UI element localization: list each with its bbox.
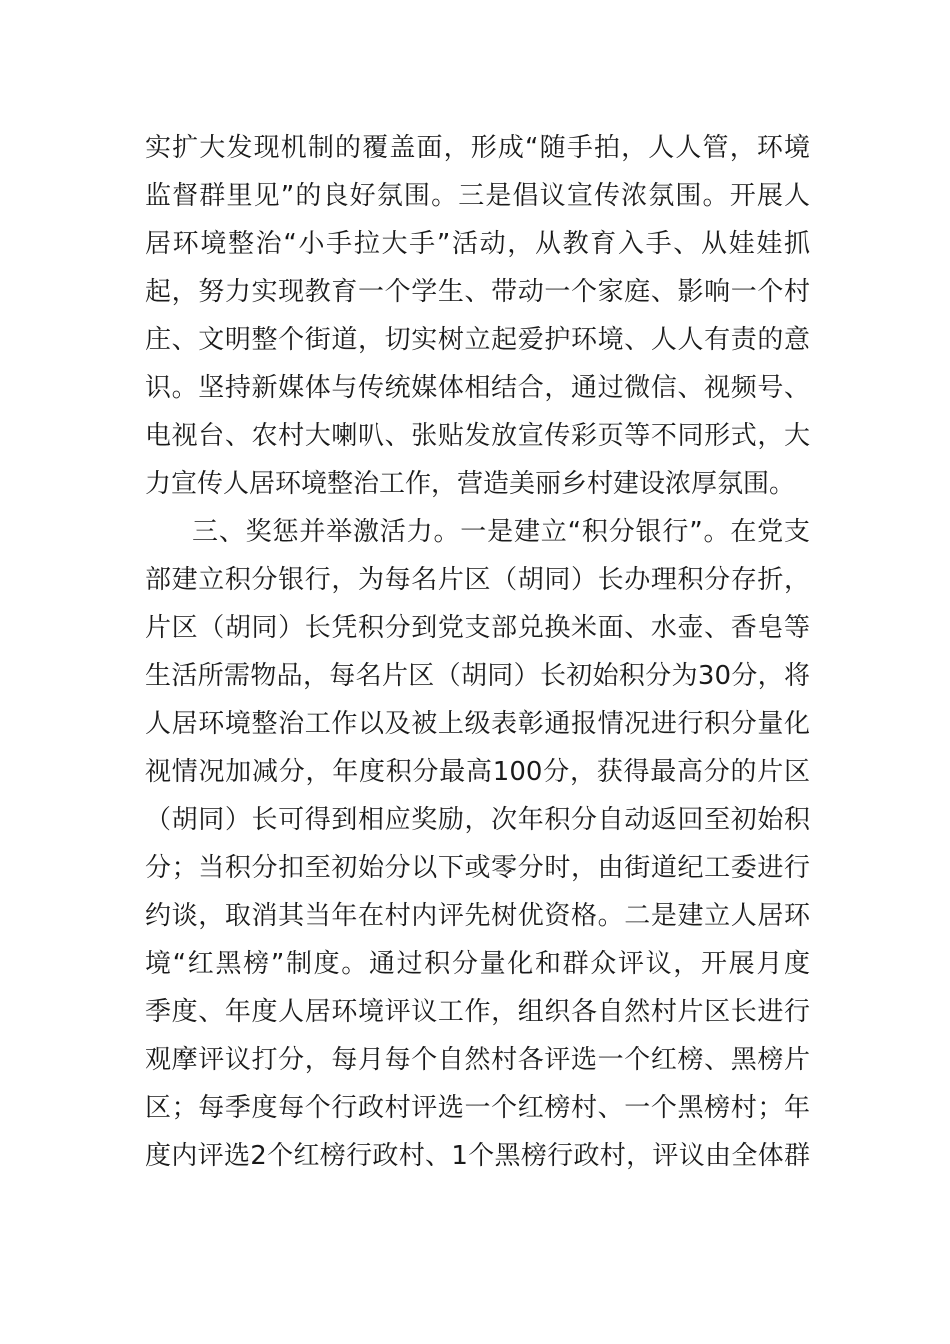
- text-line: 电视台、农村大喇叭、张贴发放宣传彩页等不同形式，大: [145, 421, 810, 451]
- text-line: 生活所需物品，每名片区（胡同）长初始积分为30分，将: [145, 661, 810, 691]
- text-line: 季度、年度人居环境评议工作，组织各自然村片区长进行: [145, 997, 810, 1027]
- text-line: 监督群里见”的良好氛围。三是倡议宣传浓氛围。开展人: [145, 181, 810, 211]
- text-line: 观摩评议打分，每月每个自然村各评选一个红榜、黑榜片: [145, 1045, 810, 1075]
- text-line: 境“红黑榜”制度。通过积分量化和群众评议，开展月度: [145, 949, 810, 979]
- text-line: （胡同）长可得到相应奖励，次年积分自动返回至初始积: [145, 805, 810, 835]
- text-line: 起，努力实现教育一个学生、带动一个家庭、影响一个村: [145, 277, 810, 307]
- paragraph-heading-line: 三、奖惩并举激活力。一是建立“积分银行”。在党支: [192, 517, 810, 547]
- text-line: 庄、文明整个街道，切实树立起爱护环境、人人有责的意: [145, 325, 810, 355]
- text-line: 约谈，取消其当年在村内评先树优资格。二是建立人居环: [145, 901, 810, 931]
- text-line: 力宣传人居环境整治工作，营造美丽乡村建设浓厚氛围。: [145, 469, 796, 499]
- text-line: 居环境整治“小手拉大手”活动，从教育入手、从娃娃抓: [145, 229, 810, 259]
- text-line: 人居环境整治工作以及被上级表彰通报情况进行积分量化: [145, 709, 810, 739]
- text-line: 视情况加减分，年度积分最高100分，获得最高分的片区: [145, 757, 810, 787]
- text-line: 识。坚持新媒体与传统媒体相结合，通过微信、视频号、: [145, 373, 810, 403]
- text-line: 部建立积分银行，为每名片区（胡同）长办理积分存折，: [145, 565, 810, 595]
- text-line: 片区（胡同）长凭积分到党支部兑换米面、水壶、香皂等: [145, 613, 810, 643]
- text-line: 分；当积分扣至初始分以下或零分时，由街道纪工委进行: [145, 853, 810, 883]
- text-line: 度内评选2个红榜行政村、1个黑榜行政村，评议由全体群: [145, 1141, 810, 1171]
- text-line: 实扩大发现机制的覆盖面，形成“随手拍，人人管，环境: [145, 133, 810, 163]
- text-line: 区；每季度每个行政村评选一个红榜村、一个黑榜村；年: [145, 1093, 810, 1123]
